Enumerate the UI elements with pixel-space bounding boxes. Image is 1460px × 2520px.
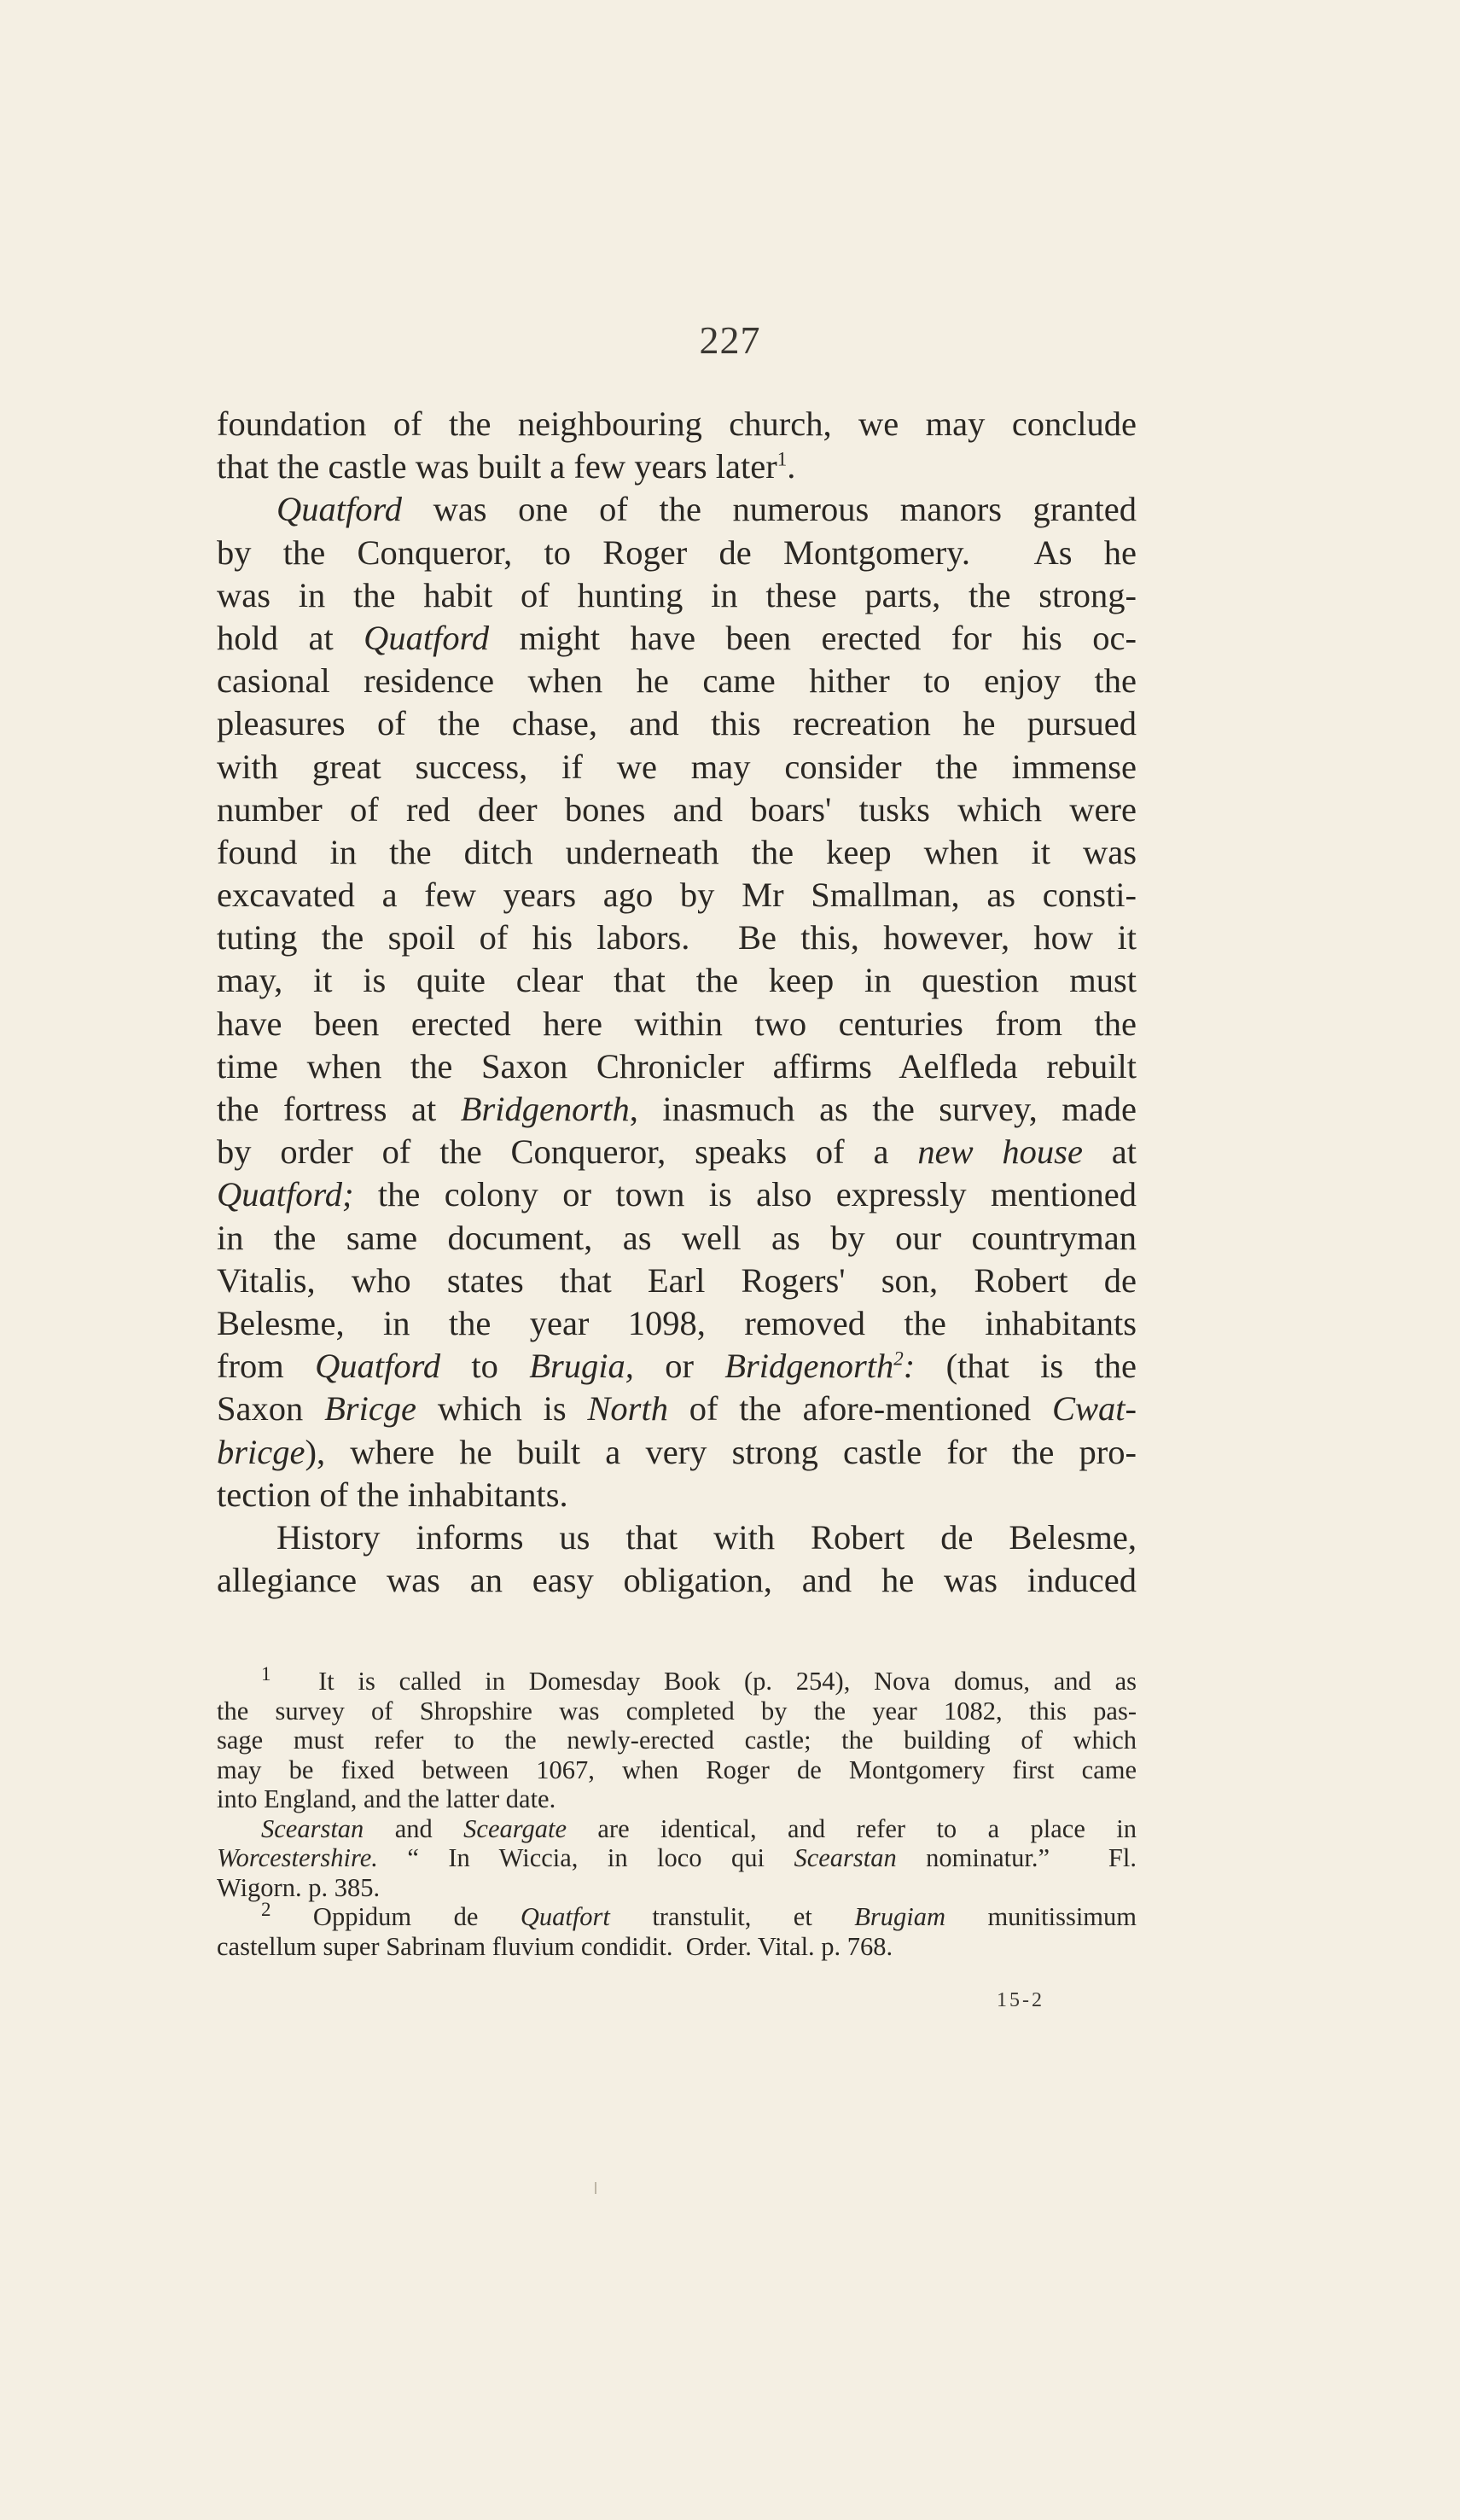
text-line: by the Conqueror, to Roger de Montgomery. As he	[217, 533, 1137, 572]
text-line: Saxon Bricge which is North of the afore-mentioned Cwat-	[217, 1389, 1137, 1429]
footnote-line: sage must refer to the newly-erected castle; the building of which	[217, 1726, 1137, 1755]
text-line: by order of the Conqueror, speaks of a new house at	[217, 1132, 1137, 1172]
text-line: found in the ditch underneath the keep when it was	[217, 832, 1137, 871]
footnote-line: Worcestershire. “ In Wiccia, in loco qui Scearstan nominatur.” Fl.	[217, 1843, 1137, 1872]
paper-speck	[595, 2182, 596, 2194]
text-line: have been erected here within two centuries from the	[217, 1004, 1137, 1043]
text-line: excavated a few years ago by Mr Smallman, as consti-	[217, 876, 1137, 915]
text-line: tuting the spoil of his labors. Be this, however, how it	[217, 918, 1137, 957]
text-line: number of red deer bones and boars' tusks which were	[217, 789, 1137, 829]
footnotes	[217, 1662, 1137, 1961]
text-line: bricge), where he built a very strong castle for the pro-	[217, 1432, 1137, 1471]
text-line: Quatford; the colony or town is also expressly mentioned	[217, 1175, 1137, 1214]
main-text	[217, 403, 1137, 1602]
page-number: 227	[699, 318, 761, 362]
footnote-line: $^1$ It is called in Domesday Book (p. 254), Nova domus, and as	[261, 1662, 1137, 1696]
footnote-line: may be fixed between 1067, when Roger de Montgomery first came	[217, 1755, 1137, 1784]
text-line: may, it is quite clear that the keep in question must	[217, 961, 1137, 1000]
text-line: Belesme, in the year 1098, removed the inhabitants	[217, 1303, 1137, 1342]
text-line: in the same document, as well as by our countryman	[217, 1218, 1137, 1257]
footnote-line: into England, and the latter date.	[217, 1784, 556, 1813]
text-line: was in the habit of hunting in these parts, the strong-	[217, 575, 1137, 614]
footnote-line: castellum super Sabrinam fluvium condidit. Order. Vital. p. 768.	[217, 1931, 893, 1961]
text-line: History informs us that with Robert de Belesme,	[276, 1517, 1137, 1557]
text-line: casional residence when he came hither to enjoy the	[217, 661, 1137, 701]
text-line: that the castle was built a few years later$^1$.	[217, 447, 796, 486]
text-line: foundation of the neighbouring church, we may conclude	[217, 404, 1137, 443]
text-line: the fortress at Bridgenorth, inasmuch as the survey, made	[217, 1090, 1137, 1128]
text-line: tection of the inhabitants.	[217, 1475, 568, 1514]
text-line: pleasures of the chase, and this recreation he pursued	[217, 704, 1137, 743]
footnote-line: the survey of Shropshire was completed by the year 1082, this pas-	[217, 1696, 1137, 1726]
text-line: Quatford was one of the numerous manors granted	[276, 490, 1137, 529]
footnote-line: Scearstan and Sceargate are identical, and refer to a place in	[261, 1813, 1137, 1843]
text-line: hold at Quatford might have been erected for his oc-	[217, 618, 1137, 657]
footnote-line: $^2$ Oppidum de Quatfort transtulit, et Brugiam munitissimum	[261, 1898, 1137, 1931]
text-line: from Quatford to Brugia, or Bridgenorth$^2$: (that is the	[217, 1347, 1137, 1386]
text-line: with great success, if we may consider the immense	[217, 747, 1137, 786]
text-line: time when the Saxon Chronicler affirms Aelfleda rebuilt	[217, 1046, 1137, 1085]
text-line: allegiance was an easy obligation, and he was induced	[217, 1561, 1137, 1600]
text-line: Vitalis, who states that Earl Rogers' son, Robert de	[217, 1260, 1137, 1300]
footnote-line: Wigorn. p. 385.	[217, 1872, 381, 1902]
signature-mark: 15-2	[997, 1989, 1044, 2011]
